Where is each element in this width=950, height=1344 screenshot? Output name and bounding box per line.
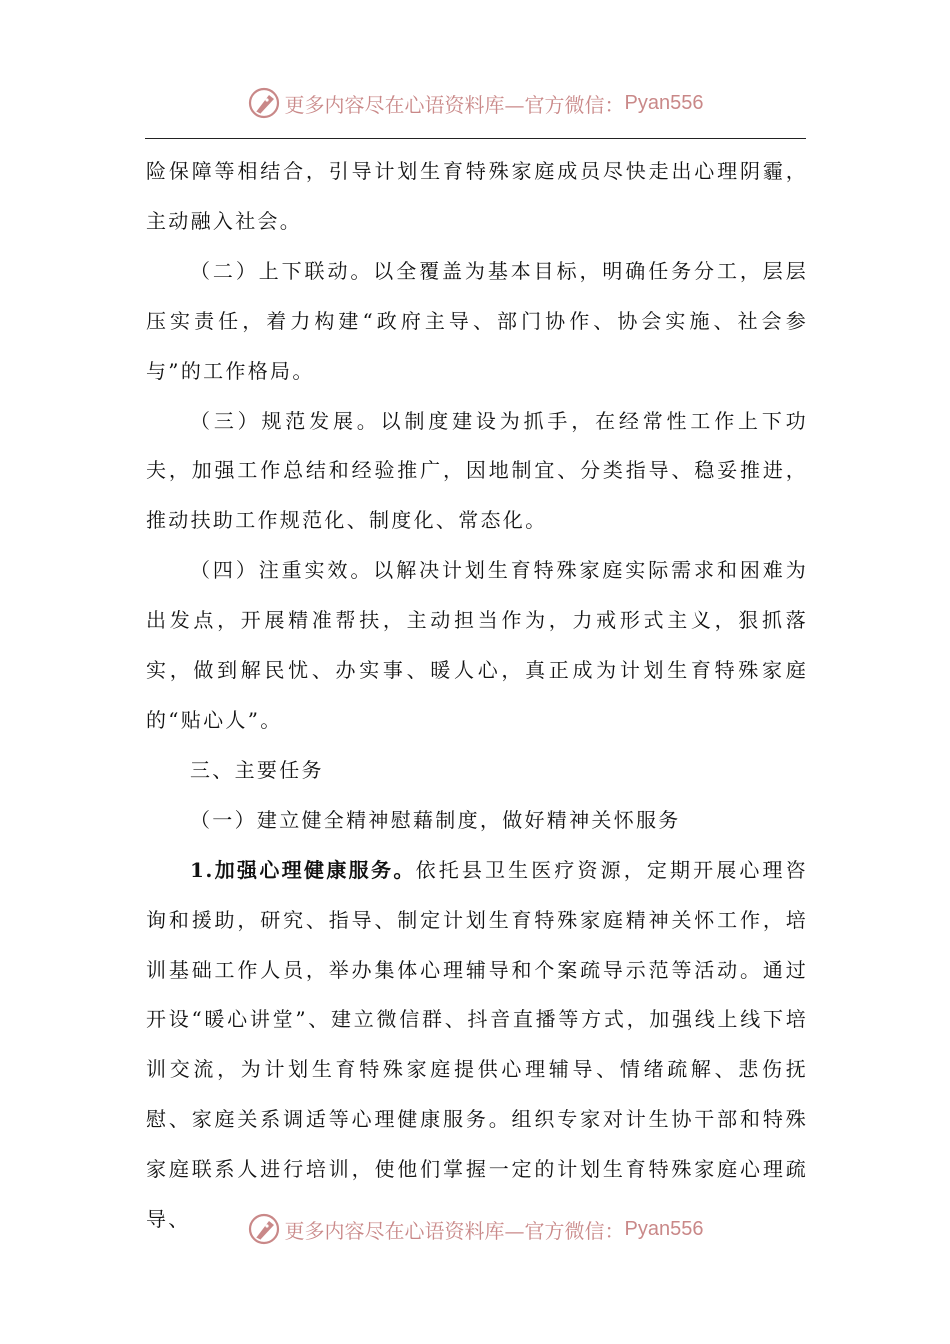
paragraph-section-2: （二）上下联动。以全覆盖为基本目标，明确任务分工，层层压实责任，着力构建“政府主导、部门协作、协会实施、社会参与”的工作格局。	[146, 258, 808, 383]
subheading-task-1: （一）建立健全精神慰藉制度，做好精神关怀服务	[190, 807, 681, 832]
paragraph-section-3: （三）规范发展。以制度建设为抓手，在经常性工作上下功夫，加强工作总结和经验推广，因地制宜、分类指导、稳妥推进，推动扶助工作规范化、制度化、常态化。	[146, 408, 808, 533]
document-body	[146, 147, 808, 1245]
heading-main-tasks: 三、主要任务	[190, 757, 324, 782]
footer-wechat-id: Pyan556	[624, 1217, 704, 1240]
footer-banner	[0, 1209, 950, 1249]
task-1-1-text: 依托县卫生医疗资源，定期开展心理咨询和援助，研究、指导、制定计划生育特殊家庭精神关怀工作，培训基础工作人员，举办集体心理辅导和个案疏导示范等活动。通过开设“暖心讲堂”、建立微信群、抖音直播等方式，加强线上线下培训交流，为计划生育特殊家庭提供心理辅导、情绪疏解、悲伤抚慰、家庭关系调适等心理健康服务。组织专家对计生协干部和特殊家庭联系人进行培训，使他们掌握一定的计划生育特殊家庭心理疏导、	[146, 857, 808, 1232]
paragraph-continuation: 险保障等相结合，引导计划生育特殊家庭成员尽快走出心理阴霾，主动融入社会。	[146, 159, 808, 233]
task-1-1-title: 1.加强心理健康服务。	[190, 857, 416, 882]
paragraph-task-1-1	[146, 846, 808, 1245]
pen-nib-logo-icon	[247, 86, 281, 120]
header-divider	[145, 138, 806, 139]
header-banner	[0, 83, 950, 123]
pen-nib-logo-icon	[247, 1212, 281, 1246]
footer-banner-text: 更多内容尽在心语资料库—官方微信：	[284, 1218, 625, 1243]
paragraph-section-4: （四）注重实效。以解决计划生育特殊家庭实际需求和困难为出发点，开展精准帮扶，主动担当作为，力戒形式主义，狠抓落实，做到解民忧、办实事、暖人心，真正成为计划生育特殊家庭的“贴心人”。	[146, 558, 808, 732]
banner-text: 更多内容尽在心语资料库—官方微信：	[284, 92, 625, 117]
wechat-id: Pyan556	[624, 91, 704, 114]
